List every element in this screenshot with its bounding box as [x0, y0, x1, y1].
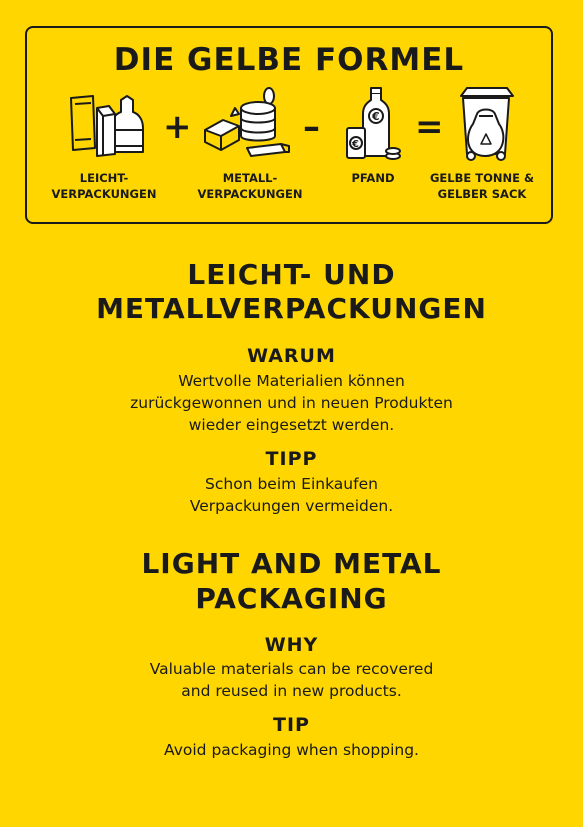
deposit-icon — [343, 86, 401, 162]
light-packaging-icon — [69, 90, 147, 160]
english-heading-line2: PACKAGING — [195, 582, 388, 615]
caption-metal-packaging: METALL- VERPACKUNGEN — [197, 171, 303, 201]
plus-operator: + — [163, 107, 192, 147]
english-why-text: Valuable materials can be recovered and reused in new products. — [149, 660, 434, 700]
equals-operator: = — [415, 107, 444, 147]
german-heading-line2: METALLVERPACKUNGEN — [96, 292, 487, 325]
formula-box — [25, 26, 553, 224]
metal-packaging-icon — [201, 86, 293, 160]
english-tip-label: TIP — [273, 714, 310, 736]
yellow-bin-bag-icon — [449, 84, 523, 162]
german-heading-line1: LEICHT- UND — [187, 258, 396, 291]
svg-text:€: € — [352, 139, 359, 150]
svg-text:€: € — [372, 110, 380, 123]
english-why-label: WHY — [264, 634, 319, 656]
caption-deposit: PFAND — [351, 171, 395, 185]
english-tip-text: Avoid packaging when shopping. — [164, 741, 419, 759]
formula-title: DIE GELBE FORMEL — [113, 42, 465, 78]
german-tip-text: Schon beim Einkaufen Verpackungen vermeiden. — [189, 475, 394, 515]
german-tip-label: TIPP — [265, 448, 318, 470]
german-why-text: Wertvolle Materialien können zurückgewonnen und in neuen Produkten wieder eingesetzt werden. — [130, 372, 453, 434]
minus-operator: – — [303, 107, 320, 147]
english-heading-line1: LIGHT AND METAL — [141, 547, 442, 580]
caption-light-packaging: LEICHT- VERPACKUNGEN — [51, 171, 157, 201]
caption-yellow-bin-bag: GELBE TONNE & GELBER SACK — [429, 171, 534, 201]
german-why-label: WARUM — [247, 345, 336, 367]
